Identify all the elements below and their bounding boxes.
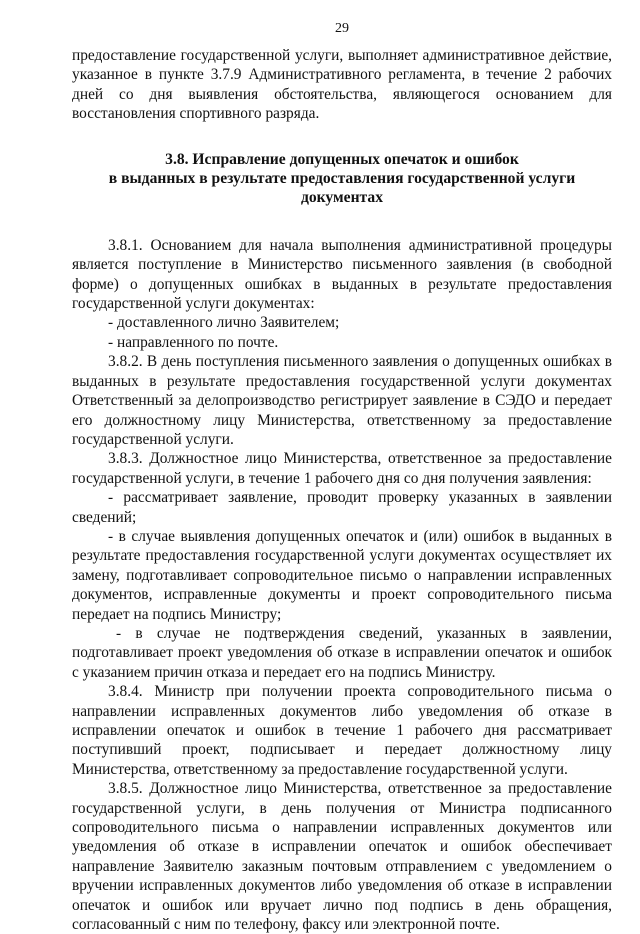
- paragraph-3-8-2: 3.8.2. В день поступления письменного заявления о допущенных ошибках в выданных в результате предоставления государственной услуги документах Ответственный за делопроизводство регистрирует заявление в СЭДО и передает его должностному лицу Министерства, ответственному за предоставление государственной услуги.: [72, 353, 612, 448]
- paragraph-3-8-3: 3.8.3. Должностное лицо Министерства, ответственное за предоставление государственной услуги, в течение 1 рабочего дня со дня получения заявления:: [72, 450, 612, 487]
- section-title-line-3: документах: [300, 189, 383, 207]
- paragraph-3-8-1-item-2: - направленного по почте.: [108, 333, 279, 351]
- paragraph-3-8-1: 3.8.1. Основанием для начала выполнения административной процедуры является поступление в Министерство письменного заявления (в свободной форме) о допущенных ошибках в выданных в результате предоставления государственной услуги документах:: [72, 236, 612, 313]
- paragraph-3-8-4: 3.8.4. Министр при получении проекта сопроводительного письма о направлении исправленных документов либо уведомления об отказе в исправлении опечаток и ошибок в течение 1 рабочего дня рассматривает поступивший проект, подписывает и передает должностному лицу Министерства, ответственному за предоставление государственной услуги.: [72, 683, 612, 778]
- paragraph-3-8-5: 3.8.5. Должностное лицо Министерства, ответственное за предоставление государственной услуги, в день получения от Министра подписанного сопроводительного письма о направлении исправленных документов или уведомления об отказе в исправлении опечаток и ошибок обеспечивает направление Заявителю заказным почтовым отправлением с уведомлением о вручении исправленных документов либо уведомления об отказе в исправлении опечаток и ошибок или вручает лично под подпись в день обращения, согласованный с ним по телефону, факсу или электронной почте.: [72, 780, 612, 934]
- page-number: 29: [335, 21, 349, 36]
- paragraph-3-8-3-item-1: - рассматривает заявление, проводит проверку указанных в заявлении сведений;: [72, 489, 612, 526]
- paragraph-3-8-1-item-1: - доставленного лично Заявителем;: [108, 314, 340, 332]
- paragraph-3-8-3-item-2: - в случае выявления допущенных опечаток и (или) ошибок в выданных в результате предоставления государственной услуги документах осуществляет их замену, подготавливает сопроводительное письмо о направлении исправленных документов, исправленные документы и проект сопроводительного письма передает на подпись Министру;: [72, 527, 612, 623]
- section-title: [72, 150, 612, 208]
- intro-paragraph: предоставление государственной услуги, выполняет административное действие, указанное в пункте 3.7.9 Административного регламента, в течение 2 рабочих дней со дня выявления обстоятельства, являющегося основанием для восстановления спортивного разряда.: [72, 47, 612, 123]
- paragraph-3-8-3-item-3: - в случае не подтверждения сведений, указанных в заявлении, подготавливает проект уведомления об отказе в исправлении опечаток и ошибок с указанием причин отказа и передает его на подпись Министру.: [72, 624, 612, 681]
- section-title-line-1: 3.8. Исправление допущенных опечаток и ошибок: [165, 150, 519, 168]
- section-title-line-2: в выданных в результате предоставления государственной услуги: [108, 170, 576, 188]
